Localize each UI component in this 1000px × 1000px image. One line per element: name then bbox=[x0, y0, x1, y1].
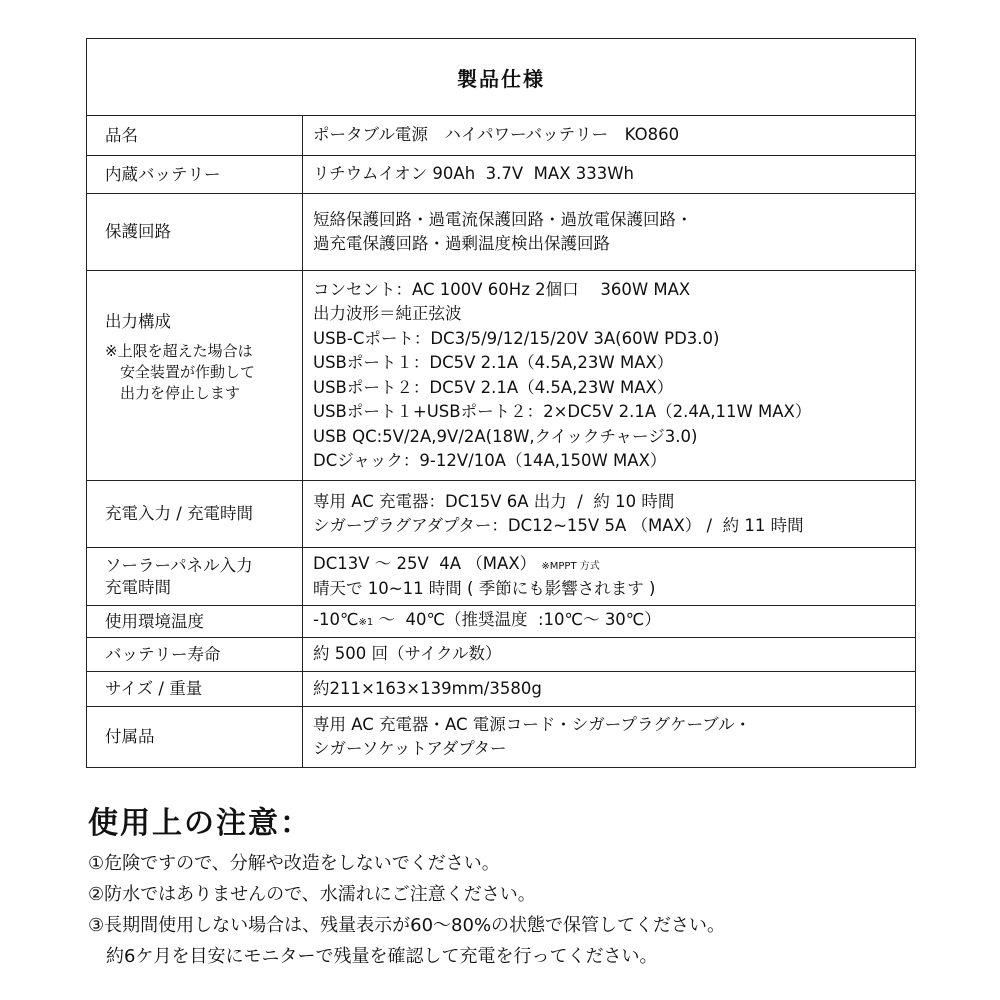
value-line: DCジャック：9-12V/10A（14A,150W MAX） bbox=[313, 451, 667, 470]
row-value bbox=[303, 271, 915, 480]
caution-item: 約6ケ月を目安にモニターで残量を確認して充電を行ってください。 bbox=[88, 946, 658, 967]
row-label-2: 充電時間 bbox=[105, 577, 171, 597]
caution-item: ②防水ではありませんので、水濡れにご注意ください。 bbox=[88, 884, 536, 905]
row-label: 付属品 bbox=[87, 707, 303, 767]
spec-row-charging bbox=[87, 481, 915, 548]
value-line: コンセント：AC 100V 60Hz 2個口 360W MAX bbox=[313, 279, 691, 299]
value-line: 晴天で 10~11 時間 ( 季節にも影響されます ) bbox=[313, 579, 656, 598]
value-line: 出力波形＝純正弦波 bbox=[313, 304, 462, 323]
row-label: 保護回路 bbox=[87, 194, 303, 270]
row-label: ソーラーパネル入力 bbox=[105, 555, 253, 575]
row-label-block bbox=[87, 271, 303, 480]
value-line: 過充電保護回路・過剰温度検出保護回路 bbox=[313, 234, 610, 253]
row-label: 内蔵バッテリー bbox=[87, 156, 303, 193]
caution-title: 使用上の注意： bbox=[88, 806, 312, 841]
row-value bbox=[303, 638, 915, 671]
row-label-block bbox=[87, 548, 303, 605]
spec-title: 製品仕様 bbox=[87, 39, 915, 116]
note-line: ※上限を超えた場合は bbox=[105, 342, 253, 360]
value-line: シガープラグアダプター：DC12~15V 5A （MAX） / 約 11 時間 bbox=[313, 516, 804, 535]
mppt-note: ※MPPT 方式 bbox=[541, 561, 600, 572]
value-line: USBポート１：DC5V 2.1A（4.5A,23W MAX） bbox=[313, 353, 674, 372]
spec-row-product-name bbox=[87, 116, 915, 156]
row-label: バッテリー寿命 bbox=[87, 638, 303, 671]
row-value bbox=[303, 707, 915, 767]
solar-input-value: DC13V ～ 25V 4A （MAX） bbox=[313, 554, 537, 573]
row-label: サイズ / 重量 bbox=[87, 672, 303, 706]
spec-row-lifespan bbox=[87, 638, 915, 672]
value-line: 約211×163×139mm/3580g bbox=[313, 678, 542, 698]
row-value bbox=[303, 481, 915, 547]
value-line: USB QC:5V/2A,9V/2A(18W,クイックチャージ3.0) bbox=[313, 426, 698, 446]
spec-row-output bbox=[87, 271, 915, 481]
output-note bbox=[105, 341, 302, 404]
value-line: ポータブル電源 ハイパワーバッテリー KO860 bbox=[313, 125, 680, 145]
row-value bbox=[303, 156, 915, 193]
row-label: 出力構成 bbox=[105, 312, 171, 331]
value-line: 短絡保護回路・過電流保護回路・過放電保護回路・ bbox=[313, 209, 693, 229]
value-line: 専用 AC 充電器：DC15V 6A 出力 / 約 10 時間 bbox=[313, 491, 675, 511]
row-value bbox=[303, 672, 915, 706]
value-line: USBポート１+USBポート２：2×DC5V 2.1A（2.4A,11W MAX） bbox=[313, 402, 812, 421]
temp-min: -10℃ bbox=[313, 609, 359, 629]
spec-row-battery bbox=[87, 156, 915, 194]
value-line: シガーソケットアダプター bbox=[313, 739, 507, 758]
value-line bbox=[313, 608, 915, 636]
spec-row-size-weight bbox=[87, 672, 915, 707]
note-line: 安全装置が作動して bbox=[105, 363, 256, 381]
value-line bbox=[313, 553, 915, 578]
temp-footnote: ※1 bbox=[358, 616, 374, 628]
row-label: 充電入力 / 充電時間 bbox=[87, 481, 303, 547]
spec-row-protection bbox=[87, 194, 915, 271]
note-line: 出力を停止します bbox=[105, 384, 241, 402]
caution-list bbox=[88, 848, 725, 972]
value-line: 約 500 回（サイクル数） bbox=[313, 644, 502, 664]
caution-item: ③長期間使用しない場合は、残量表示が60～80%の状態で保管してください。 bbox=[88, 915, 726, 936]
spec-row-solar bbox=[87, 548, 915, 606]
row-value bbox=[303, 116, 915, 155]
caution-item: ①危険ですので、分解や改造をしないでください。 bbox=[88, 853, 500, 874]
row-label: 使用環境温度 bbox=[87, 606, 303, 637]
spec-row-accessories bbox=[87, 707, 915, 767]
value-line: USB-Cポート：DC3/5/9/12/15/20V 3A(60W PD3.0) bbox=[313, 328, 720, 348]
spec-table bbox=[86, 38, 916, 768]
temp-range: ～ 40℃（推奨温度 :10℃～ 30℃） bbox=[373, 609, 661, 629]
spec-row-temperature bbox=[87, 606, 915, 638]
row-label: 品名 bbox=[87, 116, 303, 155]
value-line: USBポート２：DC5V 2.1A（4.5A,23W MAX） bbox=[313, 377, 674, 397]
value-line: 専用 AC 充電器・AC 電源コード・シガープラグケーブル・ bbox=[313, 714, 751, 734]
value-line: リチウムイオン 90Ah 3.7V MAX 333Wh bbox=[313, 164, 635, 184]
row-value bbox=[303, 606, 915, 637]
row-value bbox=[303, 548, 915, 605]
row-value bbox=[303, 194, 915, 270]
